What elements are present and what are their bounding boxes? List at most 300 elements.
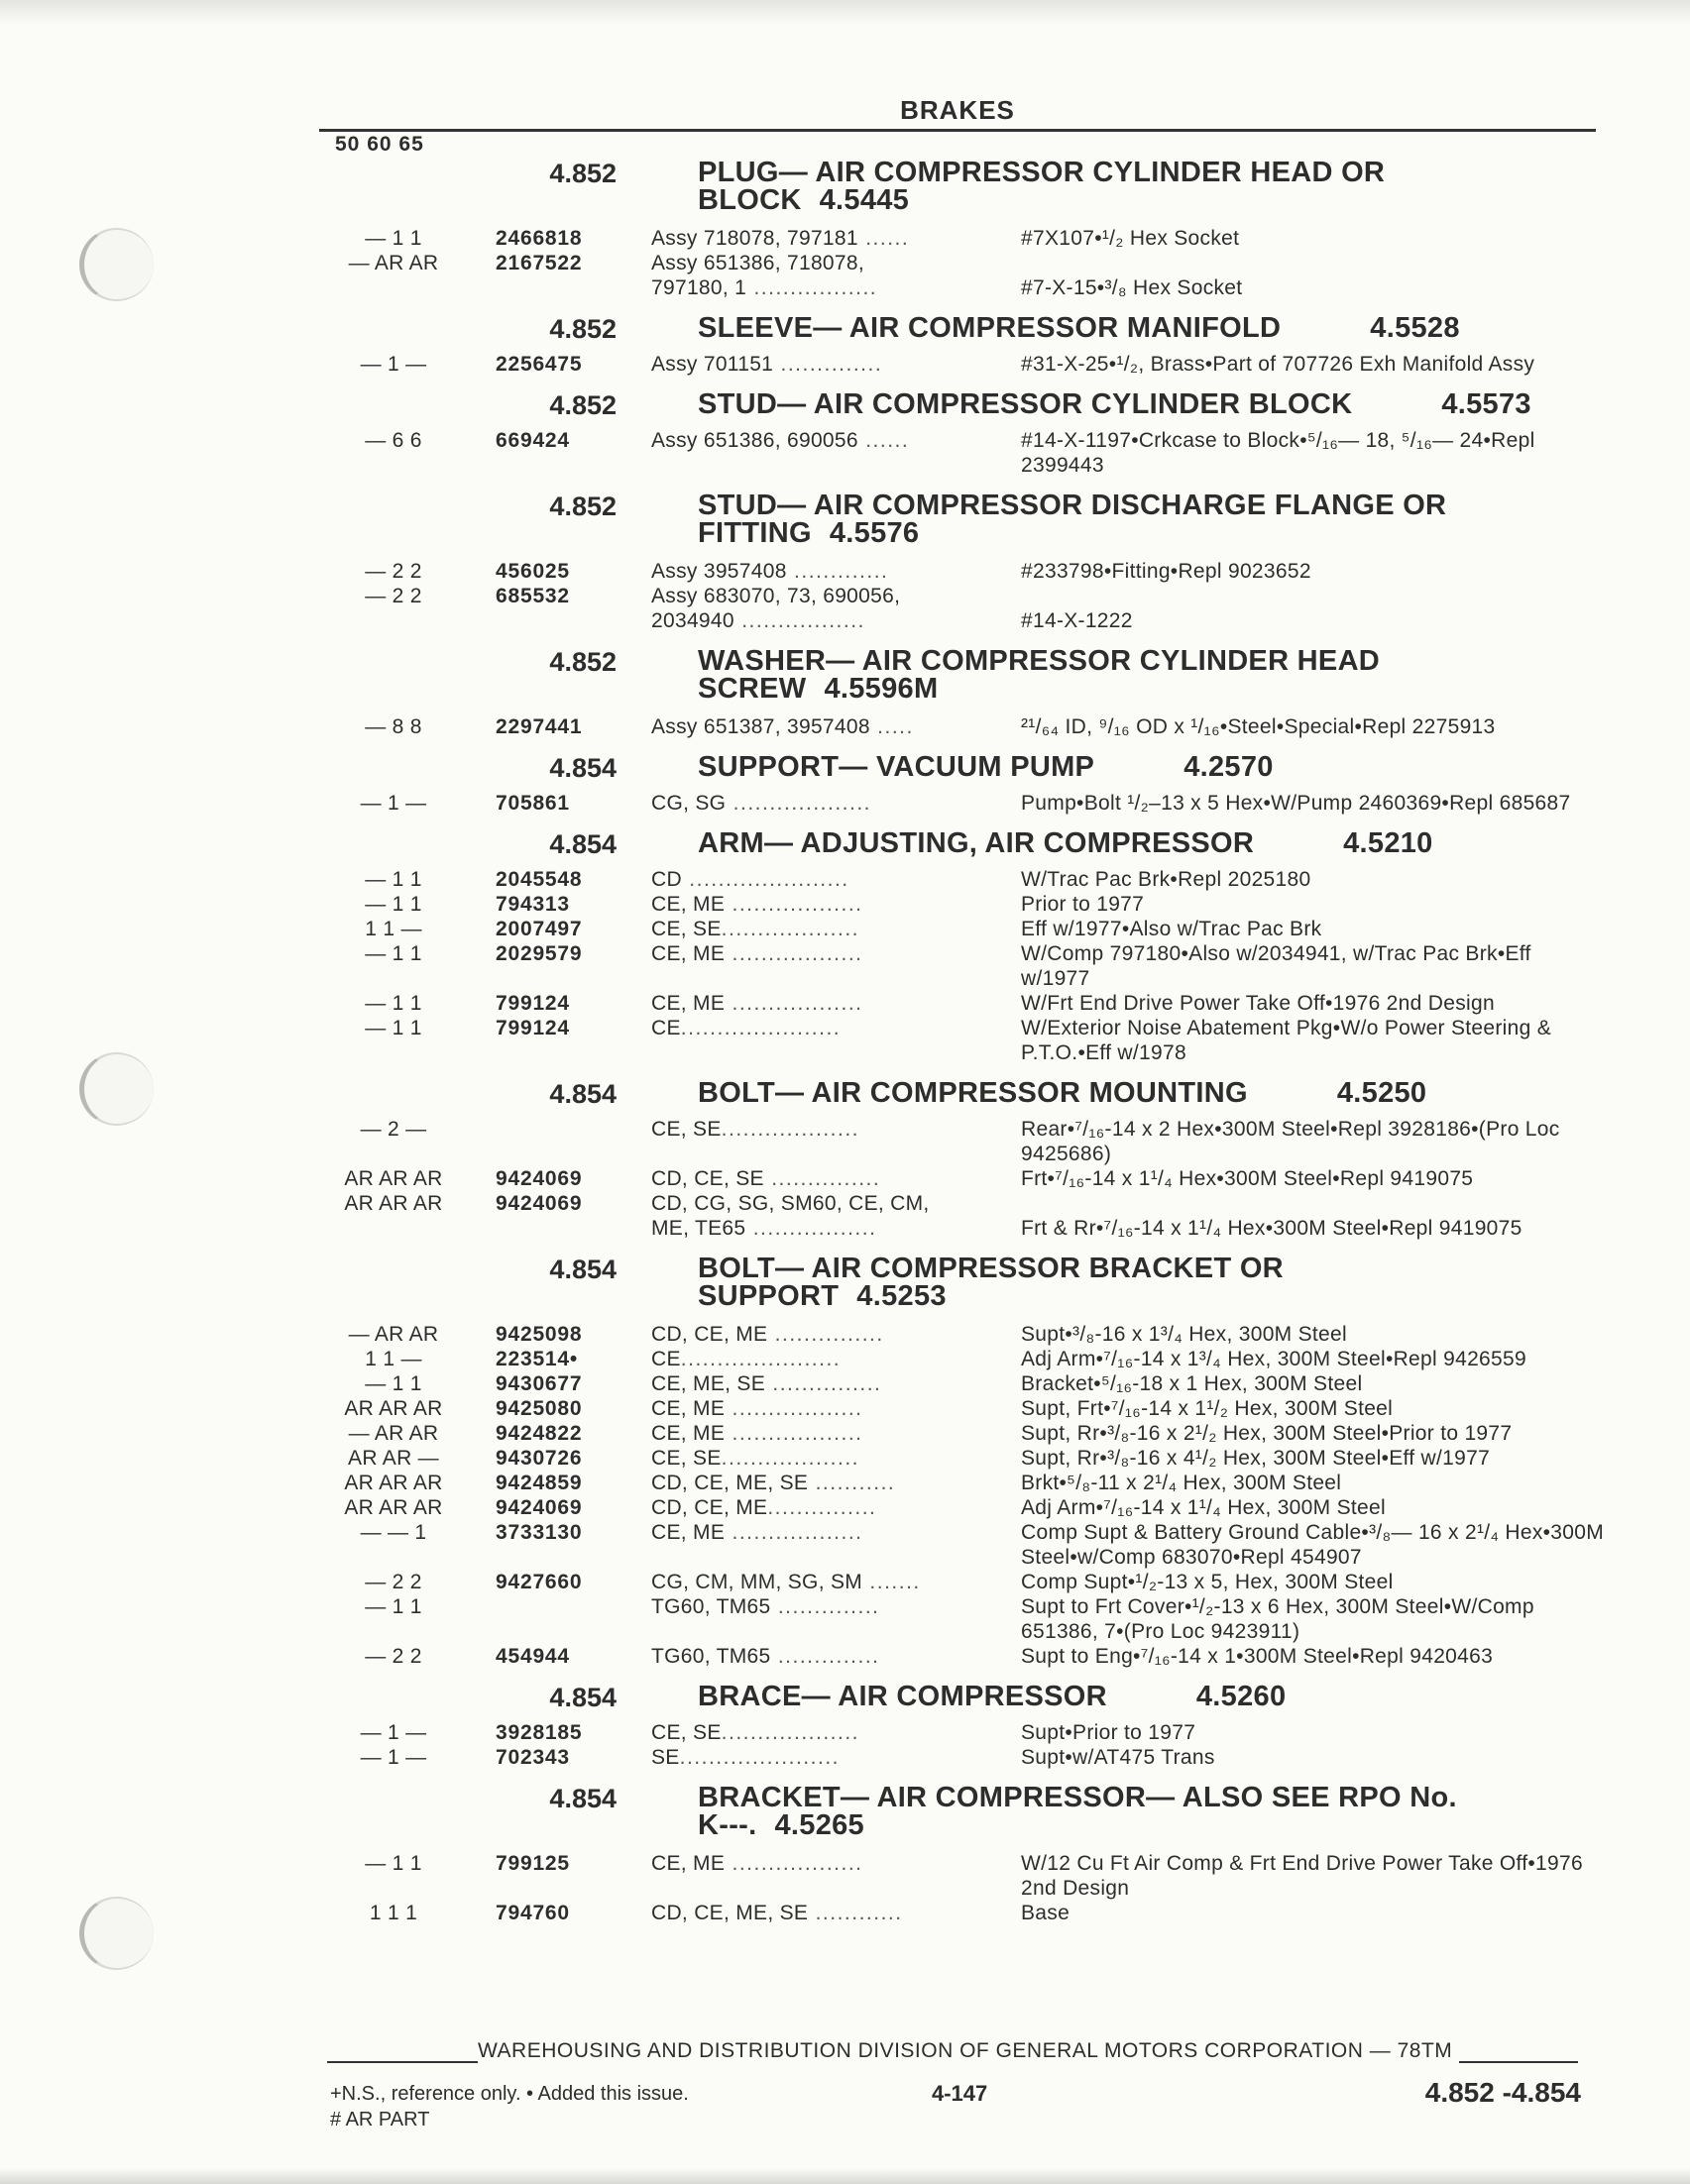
part-row [0,714,1690,739]
footer-division: WAREHOUSING AND DISTRIBUTION DIVISION OF GENERAL MOTORS CORPORATION — 78TM [478,2039,1453,2062]
usage-quantity: — 1 1 [365,868,422,891]
usage-quantity: — 2 2 [365,560,422,583]
part-number: 2167522 [496,252,583,274]
usage-quantity: — 1 1 [365,942,422,965]
dot-leader: ................. [746,276,878,299]
model-application [651,917,1008,941]
model-text: ME, TE65 [651,1217,746,1240]
part-number: 9430726 [496,1447,583,1470]
part-description: #233798•Fitting•Repl 9023652 [1021,560,1311,583]
model-application [651,791,1008,816]
model-application [651,892,1008,917]
part-row [0,584,1690,608]
usage-quantity: — 2 — [360,1118,427,1141]
usage-quantity: — 8 8 [365,715,422,738]
model-text: CE [651,1348,681,1370]
usage-quantity: — AR AR [348,1323,439,1346]
model-text: Assy 683070, 73, 690056, [651,585,901,607]
part-row [0,1720,1690,1745]
dot-leader: ................... [721,1447,860,1470]
model-application [651,1446,1008,1471]
part-number: 685532 [496,585,570,607]
footer-legend-ns: +N.S., reference only. • Added this issue. [330,2083,689,2105]
usage-quantity: — — 1 [360,1521,427,1544]
section-header [0,159,1690,226]
dot-leader: ............... [763,1167,881,1190]
dot-leader: ............... [765,1372,882,1395]
usage-quantity: — 1 1 [365,1595,422,1618]
part-description: Frt•⁷/₁₆-14 x 1¹/₄ Hex•300M Steel•Repl 9419075 [1021,1167,1474,1190]
part-row [0,1371,1690,1396]
dot-leader: ...................... [680,1017,842,1039]
dot-leader: ............... [767,1496,877,1519]
usage-quantity: AR AR AR [344,1167,443,1190]
part-row [0,1901,1690,1925]
part-number: 9425080 [496,1397,583,1420]
part-row [0,1520,1690,1570]
model-text: CE, SE [651,918,722,940]
dot-leader: ................... [721,1118,860,1141]
part-row [0,352,1690,377]
section-title-cont: K---. [698,1809,757,1841]
part-row [0,559,1690,584]
part-description: Supt, Rr•³/₈-16 x 2¹/₂ Hex, 300M Steel•Prior to 1977 [1021,1422,1513,1445]
model-application [651,714,1008,739]
section-title [698,491,1570,547]
part-description: Adj Arm•⁷/₁₆-14 x 1¹/₄ Hex, 300M Steel [1021,1496,1386,1519]
usage-quantity: — 2 2 [365,585,422,607]
usage-quantity: AR AR — [348,1447,439,1470]
scan-edge-bottom [0,2168,1690,2184]
section-title-text: SLEEVE— AIR COMPRESSOR MANIFOLD [698,312,1282,344]
model-application [651,867,1008,892]
page-title: BRAKES [900,95,1015,125]
dot-leader: ................... [721,1721,860,1744]
usage-quantity: — 1 — [360,1746,427,1769]
model-application [651,1016,1008,1040]
model-text: CG, CM, MM, SG, SM [651,1571,863,1593]
usage-quantity: — 1 — [360,1721,427,1744]
part-row [0,428,1690,478]
footer-division-line [327,2039,1601,2063]
model-application [651,1166,1008,1191]
model-text: CG, SG [651,792,727,815]
model-text: CE, SE [651,1447,722,1470]
model-text: CE, SE [651,1118,722,1141]
part-row [0,1570,1690,1594]
part-row [0,991,1690,1016]
section-code: 4.5528 [1370,312,1460,344]
part-description: W/Trac Pac Brk•Repl 2025180 [1021,868,1311,891]
section-header [0,1079,1690,1117]
dot-leader: ..... [869,715,914,738]
usage-quantity: — 1 1 [365,893,422,916]
dot-leader: .................. [725,1422,863,1445]
part-number: 669424 [496,429,570,452]
dot-leader: .................. [725,942,863,965]
part-description: Comp Supt & Battery Ground Cable•³/₈— 16 x 2¹/₄ Hex•300M Steel•w/Comp 683070•Repl 454907 [1021,1521,1605,1569]
model-application [651,1745,1008,1770]
model-text: CE, ME [651,1397,726,1420]
usage-quantity: AR AR AR [344,1496,443,1519]
model-text: Assy 651386, 718078, [651,252,864,274]
section-title [698,314,1570,342]
section-title-text: BRACKET— AIR COMPRESSOR— ALSO SEE RPO No. [698,1782,1457,1813]
part-description [1021,584,1606,608]
dot-leader: .............. [770,1645,880,1668]
section-code: 4.5576 [829,517,920,549]
part-description: W/Comp 797180•Also w/2034941, w/Trac Pac Brk•Eff w/1977 [1021,942,1531,990]
section-title-text: STUD— AIR COMPRESSOR CYLINDER BLOCK [698,388,1353,420]
part-row [0,1644,1690,1669]
section-header [0,647,1690,714]
section-title [698,647,1570,703]
footer-rule-right [1459,2045,1578,2063]
usage-quantity: — 6 6 [365,429,422,452]
part-number: 2256475 [496,353,583,376]
model-text: CD, CE, ME [651,1496,768,1519]
dot-leader: .................. [725,893,863,916]
usage-quantity: AR AR AR [344,1472,443,1494]
section-title-text: ARM— ADJUSTING, AIR COMPRESSOR [698,827,1255,859]
model-application [651,1570,1008,1594]
section-title [698,1784,1570,1839]
part-number: 9424822 [496,1422,583,1445]
model-text: CE, ME [651,942,726,965]
model-text: CD, CE, ME, SE [651,1472,809,1494]
part-row [0,1471,1690,1495]
section-title [698,1079,1570,1107]
usage-quantity: — 1 1 [365,1852,422,1875]
section-title-cont: SUPPORT [698,1280,840,1312]
part-description: #14-X-1222 [1021,609,1133,632]
usage-quantity: 1 1 — [365,1348,422,1370]
column-years: 50 60 65 [335,133,424,156]
model-text: CE, ME [651,1852,726,1875]
section-code: 4.5210 [1343,827,1433,859]
part-number: 456025 [496,560,570,583]
model-text: CE, ME, SE [651,1372,766,1395]
section-title-text: WASHER— AIR COMPRESSOR CYLINDER HEAD [698,645,1381,677]
section-title-text: BRACE— AIR COMPRESSOR [698,1681,1107,1712]
section-number: 4.854 [549,1079,617,1109]
part-number: 223514• [496,1348,579,1370]
model-application [651,251,1008,275]
dot-leader: ....... [862,1571,921,1593]
section-title-cont: BLOCK [698,184,802,216]
part-row [0,1347,1690,1371]
section-title-text: PLUG— AIR COMPRESSOR CYLINDER HEAD OR [698,157,1386,188]
dot-leader: ...... [857,429,910,452]
model-application [651,1720,1008,1745]
dot-leader: ................... [721,918,860,940]
model-application [651,1901,1008,1925]
model-text: CD, CE, ME, SE [651,1902,809,1924]
part-row [0,1166,1690,1191]
part-description [1021,1191,1606,1216]
dot-leader: ............. [786,560,889,583]
part-number: 794313 [496,893,570,916]
page-number: 4-147 [932,2081,988,2106]
part-number: 9424069 [496,1192,583,1215]
dot-leader: ............ [808,1902,903,1924]
usage-quantity: — 1 1 [365,1372,422,1395]
part-description: ²¹/₆₄ ID, ⁹/₁₆ OD x ¹/₁₆•Steel•Special•Repl 2275913 [1021,715,1496,738]
section-code: 4.5253 [856,1280,947,1312]
part-number: 9424859 [496,1472,583,1494]
section-header [0,1784,1690,1851]
part-description: W/12 Cu Ft Air Comp & Frt End Drive Power Take Off•1976 2nd Design [1021,1852,1583,1900]
section-number: 4.852 [549,390,617,420]
part-description: W/Frt End Drive Power Take Off•1976 2nd Design [1021,992,1495,1015]
model-application [651,1644,1008,1669]
usage-quantity: — 2 2 [365,1645,422,1668]
usage-quantity: — AR AR [348,1422,439,1445]
section-title-text: BOLT— AIR COMPRESSOR MOUNTING [698,1077,1248,1109]
part-number: 454944 [496,1645,570,1668]
model-application [651,275,1008,300]
section-code: 4.5250 [1336,1077,1427,1109]
part-row [0,1396,1690,1421]
section-title [698,159,1570,214]
part-row [0,1851,1690,1901]
part-description: Bracket•⁵/₁₆-18 x 1 Hex, 300M Steel [1021,1372,1363,1395]
model-text: CD, CE, SE [651,1167,764,1190]
model-text: Assy 651387, 3957408 [651,715,870,738]
dot-leader: .................. [725,1397,863,1420]
part-row [0,608,1690,633]
part-description: #7X107•¹/₂ Hex Socket [1021,227,1240,250]
part-description: Supt•w/AT475 Trans [1021,1746,1215,1769]
model-text: CE [651,1017,681,1039]
model-text: 797180, 1 [651,276,747,299]
dot-leader: .................. [725,992,863,1015]
section-title [698,390,1570,418]
dot-leader: ...................... [679,1746,840,1769]
section-title [698,1255,1570,1310]
scan-edge-top [0,0,1690,26]
part-row [0,226,1690,251]
part-number: 794760 [496,1902,570,1924]
dot-leader: .................. [725,1521,863,1544]
part-description: #7-X-15•³/₈ Hex Socket [1021,276,1243,299]
section-header [0,1683,1690,1720]
model-text: CE, ME [651,893,726,916]
model-application [651,1322,1008,1347]
section-number: 4.854 [549,753,617,783]
part-description: #14-X-1197•Crkcase to Block•⁵/₁₆— 18, ⁵/₁₆— 24•Repl 2399443 [1021,429,1535,477]
part-description: Pump•Bolt ¹/₂–13 x 5 Hex•W/Pump 2460369•Repl 685687 [1021,792,1571,815]
part-row [0,1117,1690,1166]
model-application [651,1216,1008,1241]
section-number: 4.854 [549,1683,617,1712]
part-description: Brkt•⁵/₈-11 x 2¹/₄ Hex, 300M Steel [1021,1472,1342,1494]
part-row [0,1594,1690,1644]
model-text: CD, CE, ME [651,1323,768,1346]
part-number: 3733130 [496,1521,583,1544]
part-number: 2007497 [496,918,583,940]
section-code: 4.5260 [1195,1681,1287,1712]
section-number: 4.854 [549,829,617,859]
model-text: Assy 718078, 797181 [651,227,858,250]
part-description: Eff w/1977•Also w/Trac Pac Brk [1021,918,1322,940]
section-title [698,753,1570,781]
part-number: 705861 [496,792,570,815]
section-title [698,1683,1570,1710]
model-text: Assy 651386, 690056 [651,429,858,452]
section-number: 4.852 [549,647,617,677]
section-number: 4.854 [549,1255,617,1284]
part-row [0,1216,1690,1241]
part-description: Supt•Prior to 1977 [1021,1721,1196,1744]
usage-quantity: AR AR AR [344,1192,443,1215]
section-code: 4.5265 [774,1809,864,1841]
model-application [651,1371,1008,1396]
usage-quantity: — 1 — [360,792,427,815]
model-application [651,428,1008,453]
part-number: 9425098 [496,1323,583,1346]
part-row [0,867,1690,892]
section-number: 4.854 [549,1784,617,1813]
section-header [0,1255,1690,1322]
part-row [0,791,1690,816]
section-code: 4.5573 [1441,388,1531,420]
footer-rule-left [327,2045,478,2063]
section-title-text: SUPPORT— VACUUM PUMP [698,751,1095,783]
model-application [651,584,1008,608]
usage-quantity: — 1 1 [365,1017,422,1039]
dot-leader: .............. [773,353,883,376]
section-code: 4.2570 [1183,751,1274,783]
model-application [651,1594,1008,1619]
dot-leader: .................. [725,1852,863,1875]
part-number: 3928185 [496,1721,583,1744]
footer-legend-ar: # AR PART [330,2109,430,2130]
part-row [0,1016,1690,1065]
section-title [698,829,1570,857]
usage-quantity: 1 1 1 [369,1902,418,1924]
part-description: Supt•³/₈-16 x 1³/₄ Hex, 300M Steel [1021,1323,1347,1346]
part-description [1021,251,1606,275]
part-number: 9424069 [496,1496,583,1519]
usage-quantity: — 2 2 [365,1571,422,1593]
model-application [651,1495,1008,1520]
section-title-cont: SCREW [698,673,807,705]
dot-leader: ...................... [681,868,849,891]
part-row [0,275,1690,300]
model-text: CD [651,868,682,891]
part-description: W/Exterior Noise Abatement Pkg•W/o Power Steering & P.T.O.•Eff w/1978 [1021,1017,1552,1064]
section-header [0,491,1690,559]
part-number: 9430677 [496,1372,583,1395]
part-description: Supt to Frt Cover•¹/₂-13 x 6 Hex, 300M Steel•W/Comp 651386, 7•(Pro Loc 9423911) [1021,1595,1534,1643]
part-description: #31-X-25•¹/₂, Brass•Part of 707726 Exh Manifold Assy [1021,353,1535,376]
model-text: CE, ME [651,1422,726,1445]
model-application [651,1851,1008,1876]
part-row [0,1191,1690,1216]
dot-leader: .............. [770,1595,880,1618]
usage-quantity: — 1 — [360,353,427,376]
part-description: Adj Arm•⁷/₁₆-14 x 1³/₄ Hex, 300M Steel•Repl 9426559 [1021,1348,1526,1370]
section-header [0,753,1690,791]
part-description: Frt & Rr•⁷/₁₆-14 x 1¹/₄ Hex•300M Steel•Repl 9419075 [1021,1217,1522,1240]
part-row [0,1421,1690,1446]
part-row [0,251,1690,275]
part-row [0,892,1690,917]
section-number: 4.852 [549,314,617,344]
dot-leader: ................... [726,792,872,815]
section-range: 4.852 -4.854 [1424,2077,1581,2108]
model-text: Assy 3957408 [651,560,787,583]
section-header [0,829,1690,867]
part-number: 799124 [496,992,570,1015]
model-application [651,1191,1008,1216]
model-application [651,1396,1008,1421]
part-number: 2045548 [496,868,583,891]
model-application [651,226,1008,251]
usage-quantity: — 1 1 [365,227,422,250]
part-number: 9424069 [496,1167,583,1190]
model-application [651,1471,1008,1495]
part-row [0,1495,1690,1520]
part-description: Rear•⁷/₁₆-14 x 2 Hex•300M Steel•Repl 3928186•(Pro Loc 9425686) [1021,1118,1560,1165]
part-number: 2029579 [496,942,583,965]
model-application [651,352,1008,377]
dot-leader: ................. [745,1217,877,1240]
dot-leader: ........... [808,1472,896,1494]
dot-leader: ................. [733,609,865,632]
dot-leader: ...... [857,227,910,250]
section-title-text: STUD— AIR COMPRESSOR DISCHARGE FLANGE OR [698,490,1447,521]
part-description: Base [1021,1902,1070,1924]
dot-leader: ............... [767,1323,884,1346]
part-row [0,917,1690,941]
section-code: 4.5445 [819,184,910,216]
dot-leader: ...................... [680,1348,842,1370]
model-text: CE, ME [651,1521,726,1544]
usage-quantity: AR AR AR [344,1397,443,1420]
part-description: Supt, Rr•³/₈-16 x 4¹/₂ Hex, 300M Steel•Eff w/1977 [1021,1447,1491,1470]
section-header [0,314,1690,352]
part-number: 799124 [496,1017,570,1039]
model-text: CE, ME [651,992,726,1015]
section-title-cont: FITTING [698,517,812,549]
part-row [0,1322,1690,1347]
part-row [0,941,1690,991]
model-application [651,941,1008,966]
parts-catalog [0,151,1690,1925]
part-number: 702343 [496,1746,570,1769]
model-text: Assy 701151 [651,353,774,376]
part-description: Supt, Frt•⁷/₁₆-14 x 1¹/₂ Hex, 300M Steel [1021,1397,1394,1420]
section-header [0,390,1690,428]
model-application [651,1421,1008,1446]
model-application [651,1520,1008,1545]
part-description: Prior to 1977 [1021,893,1145,916]
model-application [651,1347,1008,1371]
model-text: TG60, TM65 [651,1595,771,1618]
part-description: Supt to Eng•⁷/₁₆-14 x 1•300M Steel•Repl 9420463 [1021,1645,1494,1668]
model-application [651,608,1008,633]
section-code: 4.5596M [824,673,939,705]
section-number: 4.852 [549,159,617,188]
model-text: SE [651,1746,680,1769]
footer-legend [330,2081,689,2132]
section-title-text: BOLT— AIR COMPRESSOR BRACKET OR [698,1253,1284,1284]
part-row [0,1745,1690,1770]
model-text: TG60, TM65 [651,1645,771,1668]
model-application [651,1117,1008,1142]
